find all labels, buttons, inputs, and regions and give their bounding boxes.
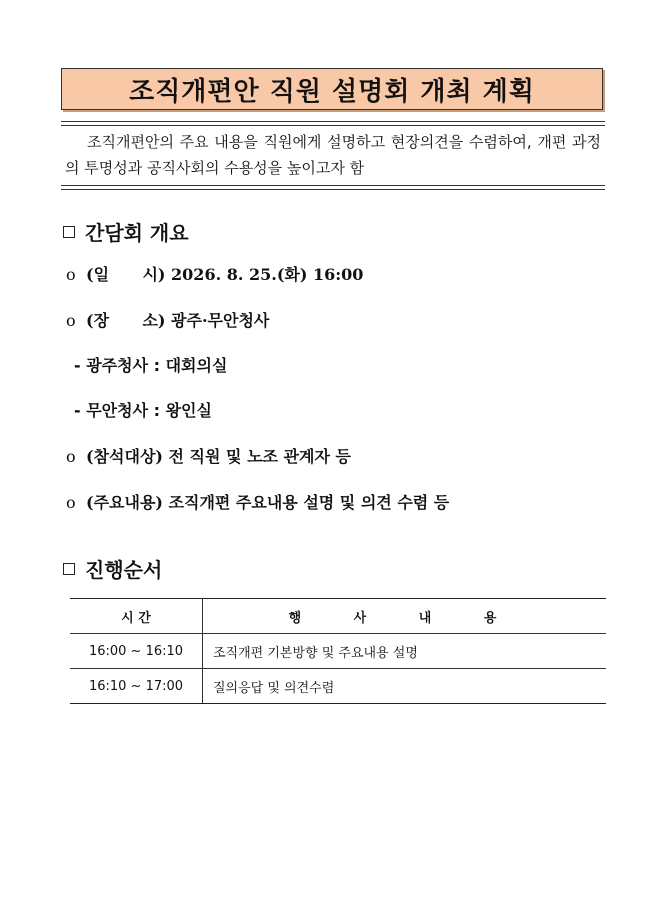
bullet-icon: o xyxy=(66,265,76,284)
overview-place-sub-gwangju: - 광주청사 : 대회의실 xyxy=(74,356,228,375)
column-header-time: 시 간 xyxy=(70,599,203,634)
schedule-content-cell: 질의응답 및 의견수렴 xyxy=(203,669,607,704)
overview-attendees-item xyxy=(66,444,351,467)
table-row xyxy=(70,669,606,704)
column-header-content: 행 사 내 용 xyxy=(203,599,607,634)
bullet-icon: o xyxy=(66,447,76,466)
overview-content-item xyxy=(66,490,449,513)
purpose-bottom-rule xyxy=(61,185,605,190)
bullet-icon: o xyxy=(66,493,76,512)
overview-place-text: (장 소) 광주·무안청사 xyxy=(86,311,270,330)
schedule-table xyxy=(70,598,606,704)
schedule-content-cell: 조직개편 기본방향 및 주요내용 설명 xyxy=(203,634,607,669)
bullet-icon: o xyxy=(66,311,76,330)
overview-date-text: (일 시) 2026. 8. 25.(화) 16:00 xyxy=(86,265,364,284)
overview-place-item xyxy=(66,308,269,331)
schedule-time-cell: 16:10 ~ 17:00 xyxy=(70,669,203,704)
overview-place-sub-muan: - 무안청사 : 왕인실 xyxy=(74,401,212,420)
table-row xyxy=(70,634,606,669)
document-title-box xyxy=(61,68,603,110)
overview-heading-text: 간담회 개요 xyxy=(85,221,189,245)
document-title: 조직개편안 직원 설명회 개최 계획 xyxy=(129,76,535,107)
square-bullet-icon xyxy=(63,563,75,575)
overview-date-item xyxy=(66,262,363,285)
section-overview-heading xyxy=(63,217,189,246)
purpose-text: 조직개편안의 주요 내용을 직원에게 설명하고 현장의견을 수렴하여, 개편 과정의 투명성과 공직사회의 수용성을 높이고자 함 xyxy=(65,133,601,177)
square-bullet-icon xyxy=(63,226,75,238)
overview-content-text: (주요내용) 조직개편 주요내용 설명 및 의견 수렴 등 xyxy=(86,493,450,512)
schedule-time-cell: 16:00 ~ 16:10 xyxy=(70,634,203,669)
schedule-heading-text: 진행순서 xyxy=(85,558,163,582)
section-schedule-heading xyxy=(63,554,162,583)
overview-attendees-text: (참석대상) 전 직원 및 노조 관계자 등 xyxy=(86,447,351,466)
table-header-row xyxy=(70,599,606,634)
purpose-box xyxy=(61,121,605,190)
